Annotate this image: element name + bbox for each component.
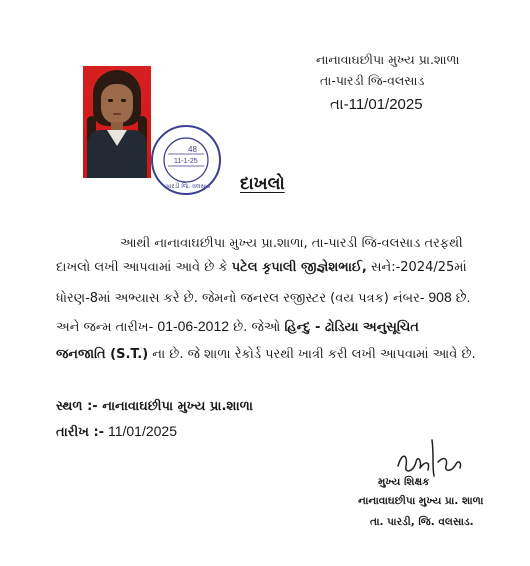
footer-date-line xyxy=(56,423,177,440)
certificate-line-4: અને જન્મ તારીખ- 01-06-2012 છે. જેઓ હિન્દુ - ઢોડિયા અનુસૂચિત xyxy=(56,318,419,335)
header-date: તા-11/01/2025 xyxy=(330,96,423,113)
caste-category: જનજાતિ (S.T.) xyxy=(56,347,149,362)
stamp-ring-text: પારડી જિ. વલસાડ xyxy=(166,183,211,190)
signatory-designation: મુખ્ય શિક્ષક xyxy=(378,476,430,488)
stamp-date: 11-1-25 xyxy=(174,158,198,165)
signatory-location: તા. પારડી, જિ. વલસાડ. xyxy=(370,516,474,528)
religion-caste: હિન્દુ - ઢોડિયા અનુસૂચિત xyxy=(284,320,419,335)
school-stamp xyxy=(148,122,224,198)
certificate-line-3: ધોરણ-8માં અભ્યાસ કરે છે. જેમનો જનરલ રજીસ્ટર (વય પત્રક) નંબર- 908 છે. xyxy=(56,289,471,306)
student-photo xyxy=(83,66,151,178)
certificate-line-2: દાખલો લખી આપવામાં આવે છે કે પટેલ કૃપાલી જીજ્ઞેશભાઈ, સને:-2024/25માં xyxy=(56,260,467,275)
certificate-line-1: આથી નાનાવાઘછીપા મુખ્ય પ્રા.શાળા, તા-પારડી જિ-વલસાડ તરફથી xyxy=(120,236,463,251)
date-value: 11/01/2025 xyxy=(104,423,177,439)
stamp-number: 48 xyxy=(188,145,197,154)
date-label: તારીખ :- xyxy=(56,425,105,440)
school-name-header: નાનાવાઘછીપા મુખ્ય પ્રા.શાળા xyxy=(316,52,460,67)
place-line: સ્થળ :- નાનાવાઘછીપા મુખ્ય પ્રા.શાળા xyxy=(56,399,253,414)
certificate-title: દાખલો xyxy=(240,174,285,194)
taluka-district-header: તા-પારડી જિ-વલસાડ xyxy=(320,73,425,88)
certificate-line-5: જનજાતિ (S.T.) ના છે. જે શાળા રેકોર્ડ પરથી ખાત્રી કરી લખી આપવામાં આવે છે. xyxy=(56,347,476,362)
signatory-school: નાનાવાઘછીપા મુખ્ય પ્રા. શાળા xyxy=(358,495,484,507)
register-number: 908 છે. xyxy=(424,289,471,305)
student-name: પટેલ કૃપાલી જીજ્ઞેશભાઈ, xyxy=(231,260,367,275)
birth-date: 01-06-2012 xyxy=(157,318,230,334)
